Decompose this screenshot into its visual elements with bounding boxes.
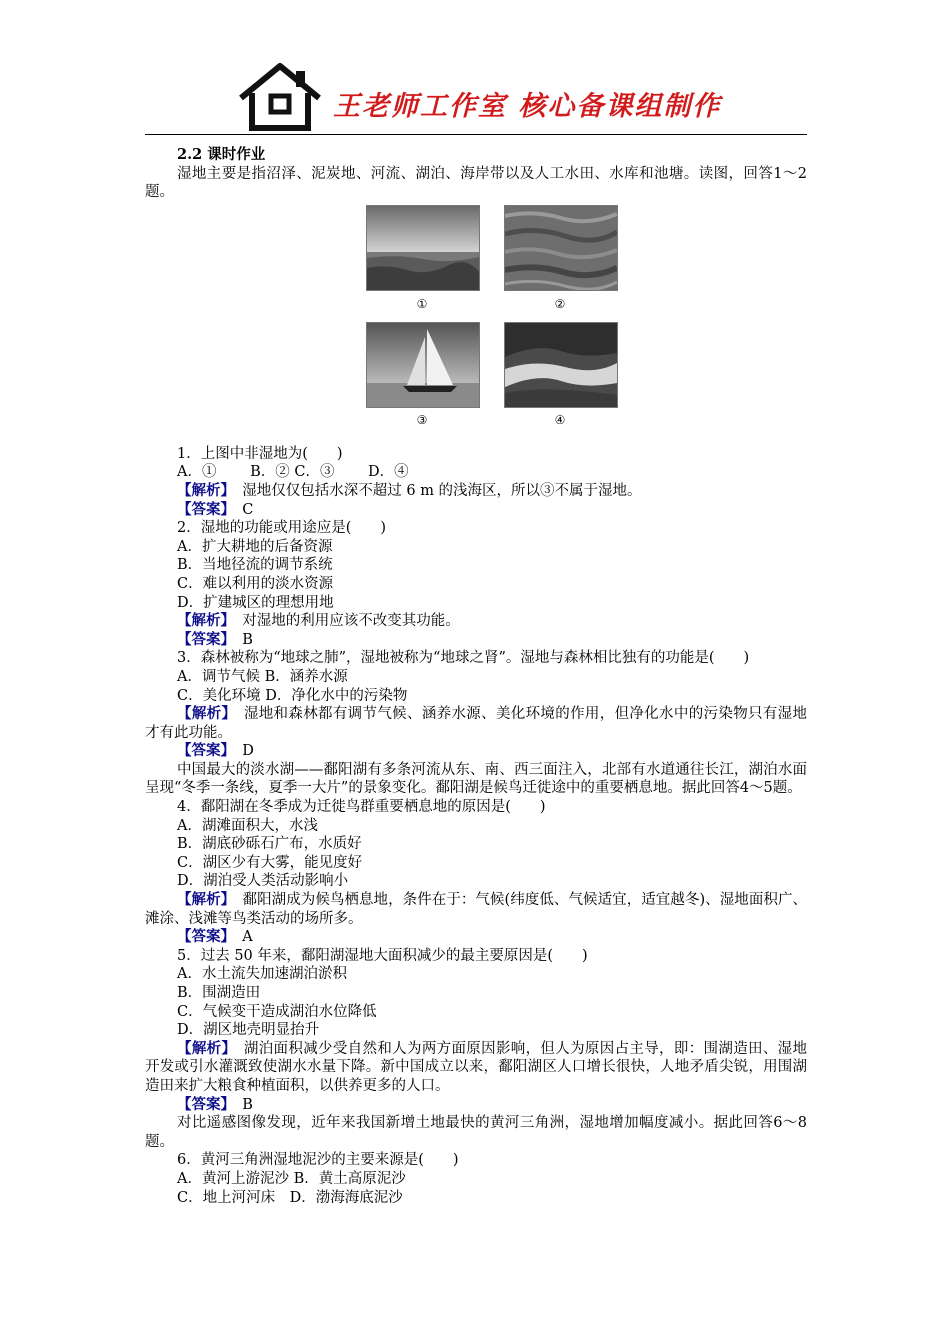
q4-stem: 4．鄱阳湖在冬季成为迁徙鸟群重要栖息地的原因是( ) <box>177 799 546 816</box>
q4-option-c: C．湖区少有大雾，能见度好 <box>177 854 363 871</box>
q2-analysis <box>145 612 807 631</box>
q2-analysis-text: 对湿地的利用应该不改变其功能。 <box>242 613 460 630</box>
analysis-tag: 【解析】 <box>177 891 228 909</box>
q4-analysis <box>145 891 807 928</box>
wetland-figures <box>145 205 807 443</box>
answer-tag: 【答案】 <box>177 1095 228 1113</box>
photo-river <box>504 322 618 408</box>
analysis-tag: 【解析】 <box>177 612 228 630</box>
q5-analysis-text: 湖泊面积减少受自然和人为两方面原因影响，但人为原因占主导，即：围湖造田、湿地开发或引水灌溉致使湖水水量下降。新中国成立以来，鄱阳湖区人口增长很快，人地矛盾尖锐，用围湖造田来扩大粮食种植面积，以供养更多的人口。 <box>145 1040 808 1094</box>
photo-peatland <box>504 205 618 291</box>
q3-answer-value: D <box>242 743 254 760</box>
analysis-tag: 【解析】 <box>177 1039 230 1057</box>
photo-sailboat-sea <box>366 322 480 408</box>
q1-options: A．① B．② C．③ D．④ <box>177 464 409 481</box>
q2-option-a: A．扩大耕地的后备资源 <box>177 538 333 555</box>
q1-stem: 1．上图中非湿地为( ) <box>177 445 343 462</box>
q5-answer-value: B <box>242 1096 253 1113</box>
q3-options-cd: C．美化环境 D．净化水中的污染物 <box>177 687 408 704</box>
figure-label-2: ② <box>554 296 566 311</box>
intro-passage: 湿地主要是指沼泽、泥炭地、河流、湖泊、海岸带以及人工水田、水库和池塘。读图，回答1～2题。 <box>145 165 807 201</box>
q5-answer <box>145 1096 807 1115</box>
q2-answer <box>145 631 807 650</box>
q1-answer <box>145 501 807 520</box>
q5-option-c: C．气候变干造成湖泊水位降低 <box>177 1003 377 1020</box>
q5-option-a: A．水土流失加速湖泊淤积 <box>177 966 347 983</box>
q2-option-d: D．扩建城区的理想用地 <box>177 594 334 611</box>
q5-option-b: B．围湖造田 <box>177 985 261 1001</box>
q5-analysis <box>145 1040 807 1096</box>
figure-label-1: ① <box>416 296 428 311</box>
brand-text: 王老师工作室 核心备课组制作 <box>333 91 722 122</box>
answer-tag: 【答案】 <box>177 928 228 946</box>
q4-answer <box>145 928 807 947</box>
poyang-passage: 中国最大的淡水湖——鄱阳湖有多条河流从东、南、西三面注入，北部有水道通往长江，湖泊水面呈现“冬季一条线，夏季一大片”的景象变化。鄱阳湖是候鸟迁徙途中的重要栖息地。据此回答4～5题。 <box>145 761 807 797</box>
q6-options-ab: A．黄河上游泥沙 B．黄土高原泥沙 <box>177 1170 406 1187</box>
page-title: 2.2 课时作业 <box>177 146 266 163</box>
q4-analysis-text: 鄱阳湖成为候鸟栖息地，条件在于：气候(纬度低、气候适宜，适宜越冬)、湿地面积广、滩涂、浅滩等鸟类活动的场所多。 <box>145 892 808 927</box>
q2-answer-value: B <box>242 631 253 648</box>
q3-analysis <box>145 705 807 742</box>
q4-option-b: B．湖底砂砾石广布，水质好 <box>177 836 362 853</box>
q2-option-b: B．当地径流的调节系统 <box>177 557 333 574</box>
answer-tag: 【答案】 <box>177 500 228 518</box>
photo-marsh <box>366 205 480 291</box>
q3-options-ab: A．调节气候 B．涵养水源 <box>177 668 348 685</box>
q2-stem: 2．湿地的功能或用途应是( ) <box>177 520 387 537</box>
q3-stem: 3．森林被称为“地球之肺”，湿地被称为“地球之肾”。湿地与森林相比独有的功能是( ) <box>177 650 750 667</box>
q2-option-c: C．难以利用的淡水资源 <box>177 575 334 592</box>
q6-stem: 6．黄河三角洲湿地泥沙的主要来源是( ) <box>177 1152 459 1169</box>
q4-option-a: A．湖滩面积大，水浅 <box>177 817 318 834</box>
worksheet-body <box>145 146 807 1207</box>
delta-passage: 对比遥感图像发现，近年来我国新增土地最快的黄河三角洲，湿地增加幅度减小。据此回答6～8题。 <box>145 1115 807 1150</box>
q4-answer-value: A <box>242 929 253 946</box>
q3-answer <box>145 742 807 761</box>
page-header <box>145 62 807 134</box>
analysis-tag: 【解析】 <box>177 481 228 499</box>
answer-tag: 【答案】 <box>177 630 228 648</box>
q3-analysis-text: 湿地和森林都有调节气候、涵养水源、美化环境的作用，但净化水中的污染物只有湿地才有此功能。 <box>145 706 808 741</box>
q1-analysis <box>145 482 807 501</box>
analysis-tag: 【解析】 <box>177 705 230 723</box>
header-divider <box>145 134 807 135</box>
q5-option-d: D．湖区地壳明显抬升 <box>177 1022 320 1039</box>
q1-answer-value: C <box>242 501 254 518</box>
q4-option-d: D．湖泊受人类活动影响小 <box>177 873 349 890</box>
figure-label-4: ④ <box>554 412 566 427</box>
q1-analysis-text: 湿地仅仅包括水深不超过 6 m 的浅海区，所以③不属于湿地。 <box>242 482 642 499</box>
house-icon <box>237 62 323 132</box>
q5-stem: 5．过去 50 年来，鄱阳湖湿地大面积减少的最主要原因是( ) <box>177 947 588 964</box>
figure-label-3: ③ <box>416 412 428 427</box>
q6-options-cd: C．地上河河床 D．渤海海底泥沙 <box>177 1189 403 1206</box>
answer-tag: 【答案】 <box>177 742 228 760</box>
